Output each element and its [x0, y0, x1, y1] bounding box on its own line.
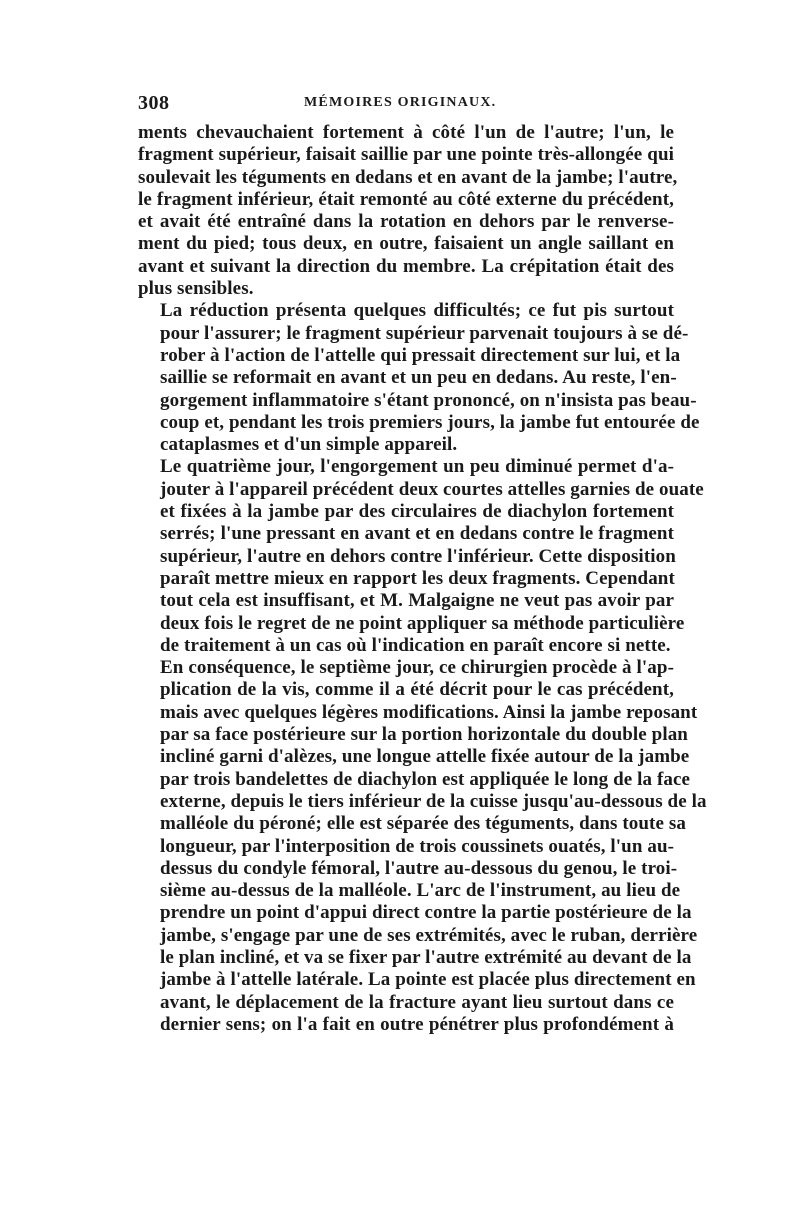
text-line: La réduction présenta quelques difficultés; ce fut pis surtout [160, 300, 674, 322]
text-line: incliné garni d'alèzes, une longue attelle fixée autour de la jambe [160, 746, 690, 768]
text-line: avant et suivant la direction du membre. La crépitation était des [138, 255, 674, 277]
text-line: mais avec quelques légères modifications. Ainsi la jambe reposant [160, 701, 698, 723]
text-line: pour l'assurer; le fragment supérieur parvenait toujours à se dé- [160, 322, 689, 344]
text-line: rober à l'action de l'attelle qui pressait directement sur lui, et la [160, 344, 681, 366]
text-line: soulevait les téguments en dedans et en avant de la jambe; l'autre, [138, 166, 678, 188]
text-line: dernier sens; on l'a fait en outre pénétrer plus profondément à [160, 1013, 674, 1035]
text-line: paraît mettre mieux en rapport les deux fragments. Cependant [160, 567, 675, 589]
paragraph [138, 657, 707, 1036]
text-line: avant, le déplacement de la fracture ayant lieu surtout dans ce [160, 991, 674, 1013]
text-line: En conséquence, le septième jour, ce chirurgien procède à l'ap- [160, 657, 674, 679]
page-number: 308 [138, 92, 170, 114]
text-line: serrés; l'une pressant en avant et en dedans contre le fragment [160, 523, 674, 545]
text-line: prendre un point d'appui direct contre la partie postérieure de la [160, 902, 692, 924]
text-line: fragment supérieur, faisait saillie par une pointe très-allongée qui [138, 144, 674, 166]
text-line: plication de la vis, comme il a été décrit pour le cas précédent, [160, 679, 674, 701]
text-line: jambe à l'attelle latérale. La pointe est placée plus directement en [160, 969, 696, 991]
paragraph [138, 456, 704, 657]
running-head: MÉMOIRES ORIGINAUX. [304, 95, 497, 110]
text-line: supérieur, l'autre en dehors contre l'inférieur. Cette disposition [160, 545, 676, 567]
text-line: longueur, par l'interposition de trois coussinets ouatés, l'un au- [160, 835, 675, 857]
paragraph [138, 122, 678, 300]
text-line: et fixées à la jambe par des circulaires de diachylon fortement [160, 501, 674, 523]
text-line: ment du pied; tous deux, en outre, faisaient un angle saillant en [138, 233, 674, 255]
text-line: coup et, pendant les trois premiers jours, la jambe fut entourée de [160, 411, 700, 433]
text-line: malléole du péroné; elle est séparée des téguments, dans toute sa [160, 813, 686, 835]
text-line: le fragment inférieur, était remonté au côté externe du précédent, [138, 188, 674, 210]
paragraph [138, 300, 700, 456]
text-line: jouter à l'appareil précédent deux courtes attelles garnies de ouate [160, 478, 704, 500]
text-line: Le quatrième jour, l'engorgement un peu diminué permet d'a- [160, 456, 674, 478]
text-line: saillie se reformait en avant et un peu en dedans. Au reste, l'en- [160, 367, 677, 389]
text-line: deux fois le regret de ne point appliquer sa méthode particulière [160, 612, 685, 634]
text-line: jambe, s'engage par une de ses extrémités, avec le ruban, derrière [160, 924, 698, 946]
text-line: gorgement inflammatoire s'étant prononcé, on n'insista pas beau- [160, 389, 697, 411]
text-line: ments chevauchaient fortement à côté l'un de l'autre; l'un, le [138, 122, 674, 143]
text-line: le plan incliné, et va se fixer par l'autre extrémité au devant de la [160, 946, 692, 968]
page-header [138, 92, 674, 122]
text-line: plus sensibles. [138, 278, 254, 300]
document-page [138, 92, 707, 1036]
text-line: de traitement à un cas où l'indication en paraît encore si nette. [160, 634, 671, 656]
text-line: par sa face postérieure sur la portion horizontale du double plan [160, 724, 688, 746]
text-line: sième au-dessus de la malléole. L'arc de l'instrument, au lieu de [160, 880, 681, 902]
text-line: et avait été entraîné dans la rotation en dehors par le renverse- [138, 211, 674, 233]
text-line: cataplasmes et d'un simple appareil. [160, 434, 458, 456]
body-text [138, 122, 707, 1036]
text-line: externe, depuis le tiers inférieur de la cuisse jusqu'au-dessous de la [160, 790, 707, 812]
text-line: dessus du condyle fémoral, l'autre au-dessous du genou, le troi- [160, 857, 678, 879]
text-line: par trois bandelettes de diachylon est appliquée le long de la face [160, 768, 691, 790]
text-line: tout cela est insuffisant, et M. Malgaigne ne veut pas avoir par [160, 590, 674, 612]
